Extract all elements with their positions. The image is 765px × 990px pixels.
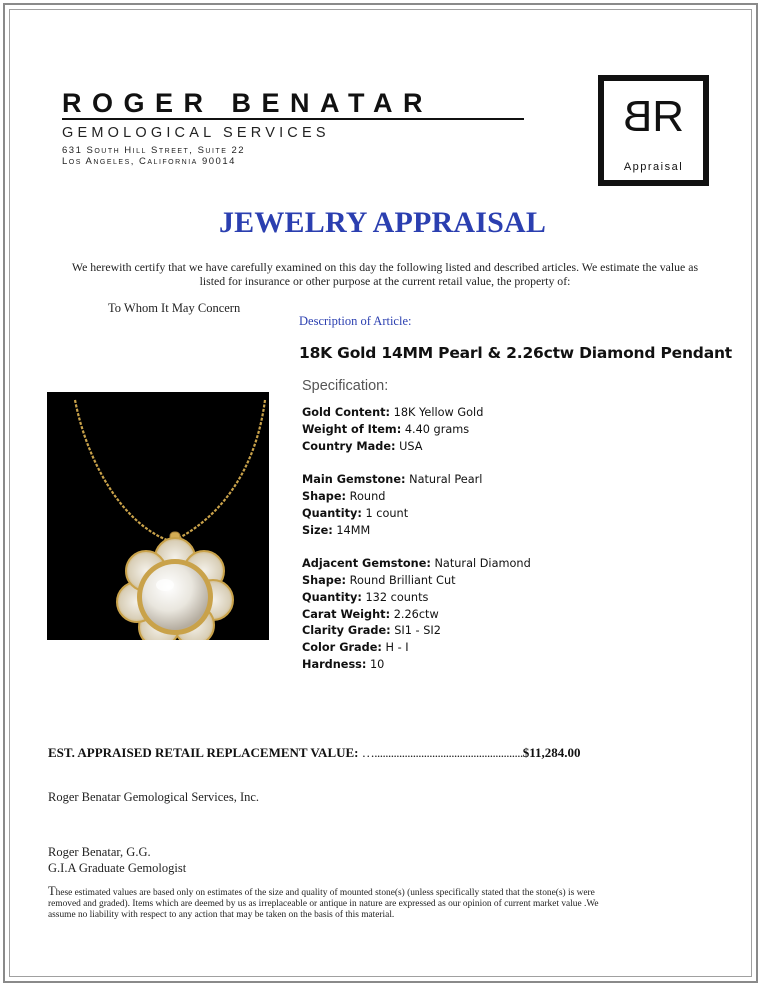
spec-label: Shape: bbox=[302, 573, 347, 587]
spec-hardness bbox=[302, 657, 531, 674]
spec-value: 132 counts bbox=[365, 590, 429, 604]
spec-label: Color Grade: bbox=[302, 641, 382, 655]
recipient: To Whom It May Concern bbox=[108, 301, 241, 315]
spec-label: Main Gemstone: bbox=[302, 473, 406, 487]
specification-label: Specification: bbox=[302, 378, 389, 394]
spec-value: 10 bbox=[370, 657, 385, 671]
document-title: JEWELRY APPRAISAL bbox=[218, 206, 547, 239]
spec-carat-weight bbox=[302, 607, 531, 624]
company-subtitle: GEMOLOGICAL SERVICES bbox=[62, 125, 330, 141]
spec-main-shape bbox=[302, 489, 531, 506]
spec-value: 4.40 grams bbox=[404, 422, 470, 436]
spec-label: Country Made: bbox=[302, 439, 396, 453]
signer-credential: G.I.A Graduate Gemologist bbox=[48, 861, 187, 875]
signature-company: Roger Benatar Gemological Services, Inc. bbox=[48, 790, 260, 804]
br-monogram-icon bbox=[604, 92, 703, 141]
description-label: Description of Article: bbox=[299, 314, 412, 328]
spec-country bbox=[302, 439, 531, 456]
spec-label: Gold Content: bbox=[302, 406, 391, 419]
chain-left bbox=[75, 400, 167, 540]
spec-adjacent-shape bbox=[302, 573, 531, 590]
spec-label: Size: bbox=[302, 523, 333, 537]
spec-value: Natural Pearl bbox=[409, 473, 483, 487]
spec-value: Round Brilliant Cut bbox=[349, 573, 456, 587]
spec-value: Natural Diamond bbox=[434, 557, 531, 571]
spec-label: Hardness: bbox=[302, 657, 367, 671]
spec-value: 14MM bbox=[336, 523, 371, 537]
spec-value: 2.26ctw bbox=[393, 607, 439, 621]
chain-right bbox=[179, 400, 265, 538]
pendant-photo bbox=[47, 392, 269, 640]
pearl bbox=[142, 564, 208, 630]
spec-label: Clarity Grade: bbox=[302, 624, 391, 638]
spec-value: USA bbox=[399, 439, 423, 453]
spec-value: 1 count bbox=[365, 506, 409, 520]
estimated-value-leader: …...................................................... bbox=[361, 745, 523, 760]
spec-main-gemstone bbox=[302, 472, 531, 489]
company-address-line1: 631 South Hill Street, Suite 22 bbox=[62, 145, 246, 156]
spec-value: Round bbox=[349, 489, 386, 503]
spec-color-grade bbox=[302, 640, 531, 657]
estimated-value-amount: $11,284.00 bbox=[522, 745, 581, 760]
spec-label: Quantity: bbox=[302, 506, 362, 520]
logo-mark-right: R bbox=[652, 92, 683, 141]
spec-label: Shape: bbox=[302, 489, 347, 503]
estimated-value-row bbox=[48, 745, 581, 761]
certification-statement: We herewith certify that we have carefully examined on this day the following listed and described articles. We estimate the value as listed for insurance or other purpose at the current retail value, the property of: bbox=[71, 260, 699, 288]
logo-label: Appraisal bbox=[623, 161, 684, 173]
spec-weight bbox=[302, 422, 531, 439]
spec-label: Weight of Item: bbox=[302, 422, 402, 436]
company-divider bbox=[62, 118, 524, 120]
spec-adjacent-gemstone bbox=[302, 556, 531, 573]
signer-name: Roger Benatar, G.G. bbox=[48, 845, 151, 859]
spec-clarity-grade bbox=[302, 623, 531, 640]
appraisal-logo bbox=[598, 75, 709, 186]
spec-gold-content bbox=[302, 405, 531, 422]
spec-spacer bbox=[302, 539, 531, 556]
company-name: ROGER BENATAR bbox=[62, 88, 433, 118]
disclaimer-text: hese estimated values are based only on estimates of the size and quality of mounted stone(s) (unless specifically stated that the stone(s) is were removed and graded). Items which are deemed by us as irreplaceable or antique in nature are expressed as our opinion of current market value .We assume no liability with respect to any action that may be taken on the basis of this material. bbox=[48, 888, 599, 920]
spec-label: Carat Weight: bbox=[302, 607, 391, 621]
spec-value: SI1 - SI2 bbox=[394, 624, 441, 638]
logo-mark-left: B bbox=[624, 92, 653, 141]
pearl-pendant-image bbox=[47, 392, 269, 640]
disclaimer bbox=[48, 886, 628, 921]
spec-main-size bbox=[302, 523, 531, 540]
spec-value: H - I bbox=[385, 641, 409, 655]
spec-spacer bbox=[302, 455, 531, 472]
specification-list bbox=[302, 405, 531, 674]
spec-value: 18K Yellow Gold bbox=[393, 406, 484, 419]
estimated-value-label: EST. APPRAISED RETAIL REPLACEMENT VALUE: bbox=[48, 745, 359, 760]
spec-adjacent-quantity bbox=[302, 590, 531, 607]
disclaimer-initial: T bbox=[48, 884, 56, 898]
spec-main-quantity bbox=[302, 506, 531, 523]
spec-label: Quantity: bbox=[302, 590, 362, 604]
spec-label: Adjacent Gemstone: bbox=[302, 557, 431, 571]
item-title: 18K Gold 14MM Pearl & 2.26ctw Diamond Pendant bbox=[299, 344, 732, 362]
company-address-line2: Los Angeles, California 90014 bbox=[62, 156, 236, 167]
